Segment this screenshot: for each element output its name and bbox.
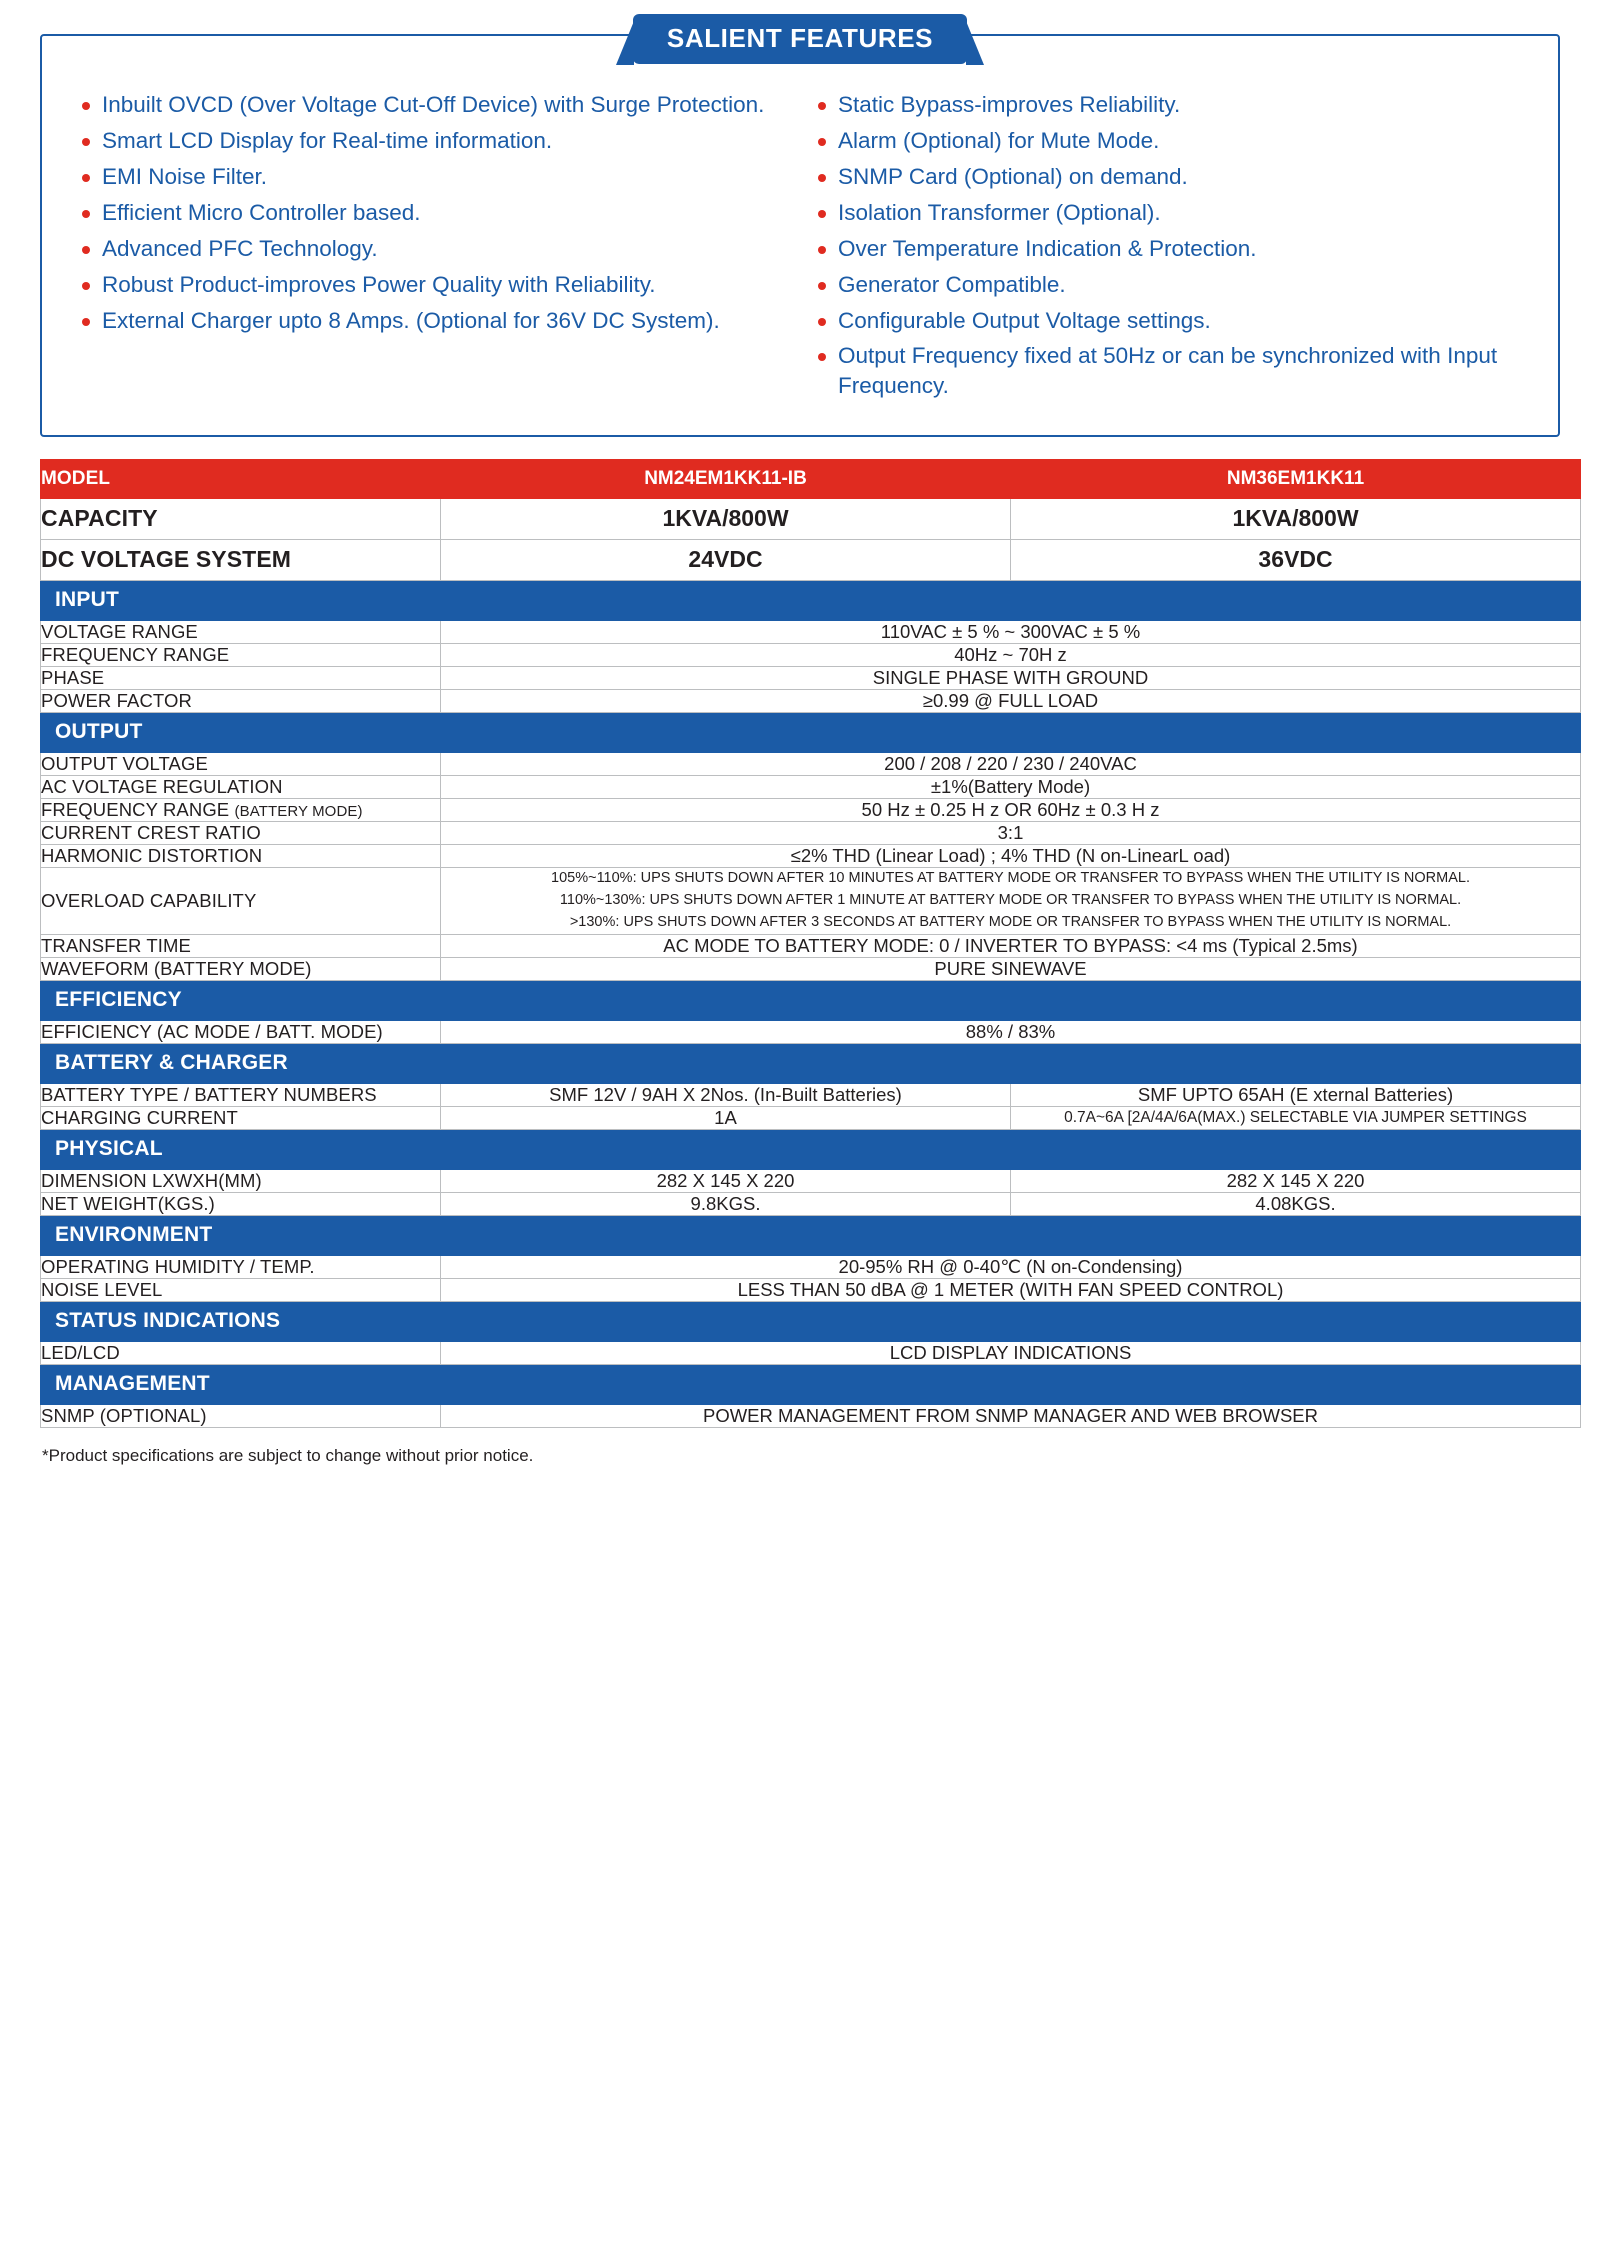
harmonic-distortion-label: HARMONIC DISTORTION: [41, 845, 441, 868]
table-row: [41, 540, 1581, 581]
capacity-label: CAPACITY: [41, 499, 441, 540]
output-frequency-range-label-main: FREQUENCY RANGE: [41, 799, 230, 821]
table-row: [41, 934, 1581, 957]
power-factor-value: ≥0.99 @ FULL LOAD: [441, 690, 1581, 713]
overload-line: >130%: UPS SHUTS DOWN AFTER 3 SECONDS AT BATTERY MODE OR TRANSFER TO BYPASS WHEN THE UTILITY IS NORMAL.: [569, 913, 1452, 930]
phase-label: PHASE: [41, 667, 441, 690]
output-frequency-range-value: 50 Hz ± 0.25 H z OR 60Hz ± 0.3 H z: [441, 799, 1581, 822]
dimension-a-value: 282 X 145 X 220: [441, 1170, 1011, 1193]
capacity-b-value: 1KVA/800W: [1011, 499, 1581, 540]
net-weight-label: NET WEIGHT(KGS.): [41, 1193, 441, 1216]
list-item: Advanced PFC Technology.: [76, 234, 788, 264]
waveform-value: PURE SINEWAVE: [441, 957, 1581, 980]
table-row: [41, 957, 1581, 980]
table-row: [41, 868, 1581, 934]
table-row: [41, 822, 1581, 845]
noise-level-label: NOISE LEVEL: [41, 1279, 441, 1302]
net-weight-a-value: 9.8KGS.: [441, 1193, 1011, 1216]
overload-capability-value: [441, 868, 1581, 934]
input-frequency-range-value: 40Hz ~ 70H z: [441, 644, 1581, 667]
efficiency-label: EFFICIENCY (AC MODE / BATT. MODE): [41, 1020, 441, 1043]
table-row: [41, 1106, 1581, 1129]
section-header-environment: [41, 1216, 1581, 1256]
humidity-label: OPERATING HUMIDITY / TEMP.: [41, 1256, 441, 1279]
table-row: [41, 776, 1581, 799]
feature-list-left: [76, 90, 788, 335]
voltage-range-label: VOLTAGE RANGE: [41, 621, 441, 644]
overload-line: 105%~110%: UPS SHUTS DOWN AFTER 10 MINUTES AT BATTERY MODE OR TRANSFER TO BYPASS WHEN THE UTILITY IS NORMAL.: [551, 870, 1470, 887]
table-row: [41, 644, 1581, 667]
section-header-physical: [41, 1130, 1581, 1170]
salient-features-right-column: [812, 90, 1524, 407]
efficiency-value: 88% / 83%: [441, 1020, 1581, 1043]
battery-type-a-value: SMF 12V / 9AH X 2Nos. (In-Built Batteries): [441, 1083, 1011, 1106]
voltage-range-value: 110VAC ± 5 % ~ 300VAC ± 5 %: [441, 621, 1581, 644]
list-item: Smart LCD Display for Real-time information.: [76, 126, 788, 156]
list-item: Configurable Output Voltage settings.: [812, 306, 1524, 336]
salient-features-columns: [76, 90, 1524, 407]
capacity-a-value: 1KVA/800W: [441, 499, 1011, 540]
battery-type-label: BATTERY TYPE / BATTERY NUMBERS: [41, 1083, 441, 1106]
section-header-battery: [41, 1043, 1581, 1083]
model-a-value: NM24EM1KK11-IB: [441, 460, 1011, 499]
section-header-input: [41, 581, 1581, 621]
list-item: Efficient Micro Controller based.: [76, 198, 788, 228]
table-row: [41, 690, 1581, 713]
net-weight-b-value: 4.08KGS.: [1011, 1193, 1581, 1216]
table-row: [41, 621, 1581, 644]
snmp-value: POWER MANAGEMENT FROM SNMP MANAGER AND WEB BROWSER: [441, 1405, 1581, 1428]
list-item: Alarm (Optional) for Mute Mode.: [812, 126, 1524, 156]
dc-voltage-a-value: 24VDC: [441, 540, 1011, 581]
table-row: [41, 499, 1581, 540]
led-lcd-value: LCD DISPLAY INDICATIONS: [441, 1342, 1581, 1365]
phase-value: SINGLE PHASE WITH GROUND: [441, 667, 1581, 690]
list-item: SNMP Card (Optional) on demand.: [812, 162, 1524, 192]
output-frequency-range-label: [41, 799, 441, 822]
table-row: [41, 1405, 1581, 1428]
harmonic-distortion-value: ≤2% THD (Linear Load) ; 4% THD (N on-LinearL oad): [441, 845, 1581, 868]
dimension-b-value: 282 X 145 X 220: [1011, 1170, 1581, 1193]
table-row: [41, 460, 1581, 499]
list-item: Output Frequency fixed at 50Hz or can be synchronized with Input Frequency.: [812, 341, 1524, 401]
salient-features-title: SALIENT FEATURES: [633, 14, 967, 64]
list-item: EMI Noise Filter.: [76, 162, 788, 192]
output-voltage-value: 200 / 208 / 220 / 230 / 240VAC: [441, 753, 1581, 776]
ac-voltage-regulation-label: AC VOLTAGE REGULATION: [41, 776, 441, 799]
section-title: EFFICIENCY: [41, 980, 1581, 1020]
current-crest-ratio-label: CURRENT CREST RATIO: [41, 822, 441, 845]
section-header-status: [41, 1302, 1581, 1342]
section-title: ENVIRONMENT: [41, 1216, 1581, 1256]
feature-list-right: [812, 90, 1524, 401]
section-title: OUTPUT: [41, 713, 1581, 753]
table-row: [41, 1193, 1581, 1216]
dimension-label: DIMENSION LXWXH(MM): [41, 1170, 441, 1193]
section-title: BATTERY & CHARGER: [41, 1043, 1581, 1083]
section-title: PHYSICAL: [41, 1130, 1581, 1170]
dc-voltage-label: DC VOLTAGE SYSTEM: [41, 540, 441, 581]
list-item: Generator Compatible.: [812, 270, 1524, 300]
table-row: [41, 845, 1581, 868]
table-row: [41, 1170, 1581, 1193]
list-item: Inbuilt OVCD (Over Voltage Cut-Off Device) with Surge Protection.: [76, 90, 788, 120]
list-item: Static Bypass-improves Reliability.: [812, 90, 1524, 120]
salient-features-left-column: [76, 90, 788, 407]
charging-current-b-value: 0.7A~6A [2A/4A/6A(MAX.) SELECTABLE VIA JUMPER SETTINGS: [1011, 1106, 1581, 1129]
section-header-management: [41, 1365, 1581, 1405]
section-title: MANAGEMENT: [41, 1365, 1581, 1405]
transfer-time-label: TRANSFER TIME: [41, 934, 441, 957]
output-frequency-range-label-sub: (BATTERY MODE): [234, 803, 363, 821]
transfer-time-value: AC MODE TO BATTERY MODE: 0 / INVERTER TO BYPASS: <4 ms (Typical 2.5ms): [441, 934, 1581, 957]
section-title: STATUS INDICATIONS: [41, 1302, 1581, 1342]
section-header-efficiency: [41, 980, 1581, 1020]
overload-capability-label: OVERLOAD CAPABILITY: [41, 868, 441, 934]
led-lcd-label: LED/LCD: [41, 1342, 441, 1365]
table-row: [41, 1342, 1581, 1365]
table-row: [41, 1020, 1581, 1043]
noise-level-value: LESS THAN 50 dBA @ 1 METER (WITH FAN SPEED CONTROL): [441, 1279, 1581, 1302]
output-voltage-label: OUTPUT VOLTAGE: [41, 753, 441, 776]
list-item: Robust Product-improves Power Quality with Reliability.: [76, 270, 788, 300]
power-factor-label: POWER FACTOR: [41, 690, 441, 713]
battery-type-b-value: SMF UPTO 65AH (E xternal Batteries): [1011, 1083, 1581, 1106]
table-row: [41, 1256, 1581, 1279]
list-item: Over Temperature Indication & Protection.: [812, 234, 1524, 264]
table-row: [41, 667, 1581, 690]
list-item: Isolation Transformer (Optional).: [812, 198, 1524, 228]
section-title: INPUT: [41, 581, 1581, 621]
charging-current-label: CHARGING CURRENT: [41, 1106, 441, 1129]
table-row: [41, 1083, 1581, 1106]
footnote: *Product specifications are subject to change without prior notice.: [42, 1446, 534, 1466]
model-b-value: NM36EM1KK11: [1011, 460, 1581, 499]
overload-line: 110%~130%: UPS SHUTS DOWN AFTER 1 MINUTE AT BATTERY MODE OR TRANSFER TO BYPASS WHEN THE UTILITY IS NORMAL.: [559, 892, 1462, 909]
salient-features-title-wrap: [42, 14, 1558, 64]
input-frequency-range-label: FREQUENCY RANGE: [41, 644, 441, 667]
table-row: [41, 1279, 1581, 1302]
table-row: [41, 753, 1581, 776]
specifications-table: [40, 459, 1581, 1428]
section-header-output: [41, 713, 1581, 753]
charging-current-a-value: 1A: [441, 1106, 1011, 1129]
waveform-label: WAVEFORM (BATTERY MODE): [41, 957, 441, 980]
table-row: [41, 799, 1581, 822]
dc-voltage-b-value: 36VDC: [1011, 540, 1581, 581]
salient-features-section: [40, 23, 1560, 437]
list-item: External Charger upto 8 Amps. (Optional for 36V DC System).: [76, 306, 788, 336]
model-label: MODEL: [41, 460, 441, 499]
humidity-value: 20-95% RH @ 0-40℃ (N on-Condensing): [441, 1256, 1581, 1279]
current-crest-ratio-value: 3:1: [441, 822, 1581, 845]
snmp-label: SNMP (OPTIONAL): [41, 1405, 441, 1428]
ac-voltage-regulation-value: ±1%(Battery Mode): [441, 776, 1581, 799]
